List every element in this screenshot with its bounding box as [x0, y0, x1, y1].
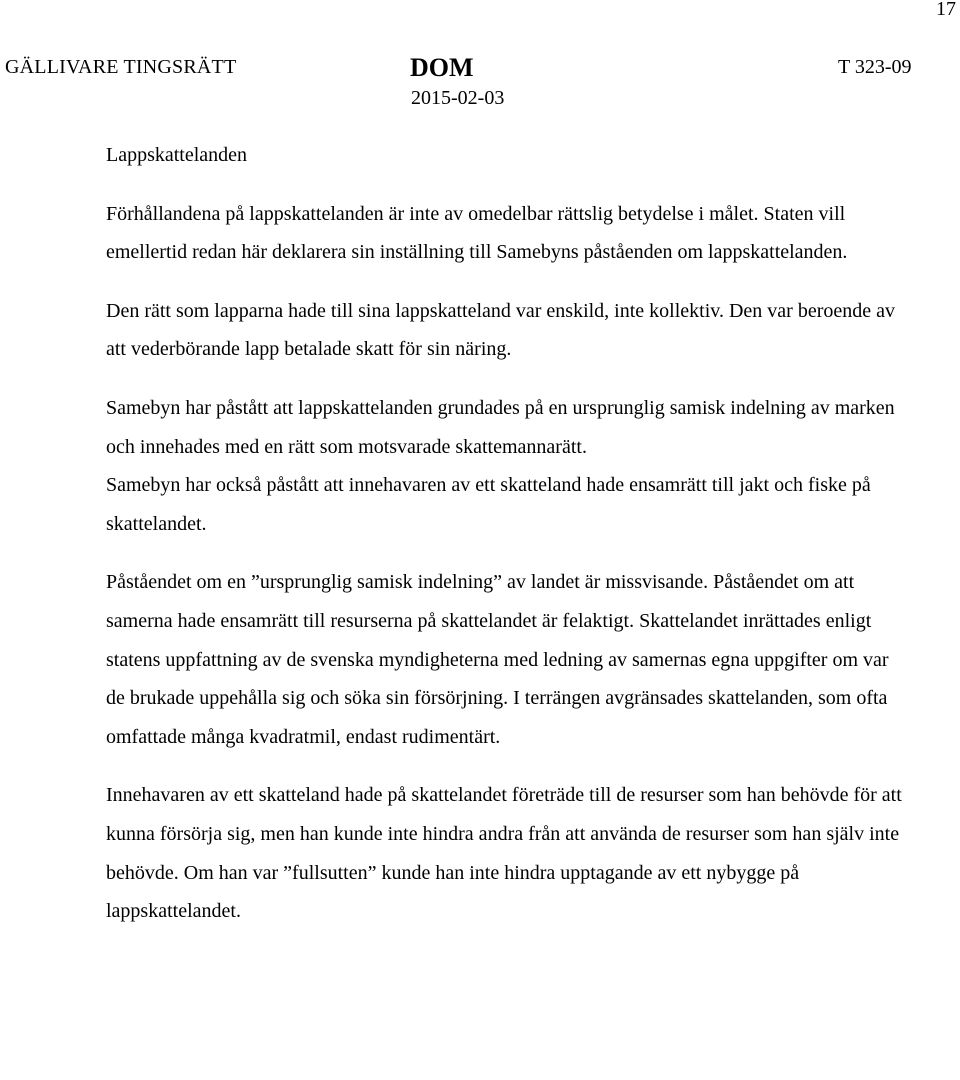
document-body — [106, 136, 906, 951]
page-number: 17 — [936, 0, 956, 20]
document-type: DOM — [410, 53, 474, 82]
document-header — [0, 53, 960, 116]
document-date: 2015-02-03 — [411, 87, 505, 109]
paragraph-2: Den rätt som lapparna hade till sina lappskatteland var enskild, inte kollektiv. Den var beroende av att vederbörande lapp betalade skatt för sin näring. — [106, 299, 896, 361]
paragraph-4: Samebyn har också påstått att innehavaren av ett skatteland hade ensamrätt till jakt och fiske på skattelandet. — [106, 474, 871, 535]
paragraph-1: Förhållandena på lappskattelanden är inte av omedelbar rättslig betydelse i målet. Staten vill emellertid redan här deklarera sin inställning till Samebyns påståenden om lappskattelanden. — [106, 202, 848, 264]
section-heading: Lappskattelanden — [106, 144, 248, 166]
paragraph-3: Samebyn har påstått att lappskattelanden grundades på en ursprunglig samisk indelning av marken och innehades med en rätt som motsvarade skattemannarätt. — [106, 396, 895, 458]
court-name: GÄLLIVARE TINGSRÄTT — [5, 56, 237, 78]
case-number: T 323-09 — [838, 56, 912, 78]
paragraph-5: Påståendet om en ”ursprunglig samisk indelning” av landet är missvisande. Påståendet om att samerna hade ensamrätt till resurserna på skattelandet är felaktigt. Skattelandet inrättades enligt statens uppfattning av de svenska myndigheterna med ledning av samernas egna uppgifter om var de brukade uppehålla sig och söka sin försörjning. I terrängen avgränsades skattelanden, som ofta omfattade många kvadratmil, endast rudimentärt. — [106, 571, 889, 748]
paragraph-6: Innehavaren av ett skatteland hade på skattelandet företräde till de resurser som han behövde för att kunna försörja sig, men han kunde inte hindra andra från att använda de resurser som han själv inte behövde. Om han var ”fullsutten” kunde han inte hindra upptagande av ett nybygge på lappskattelandet. — [106, 784, 902, 923]
